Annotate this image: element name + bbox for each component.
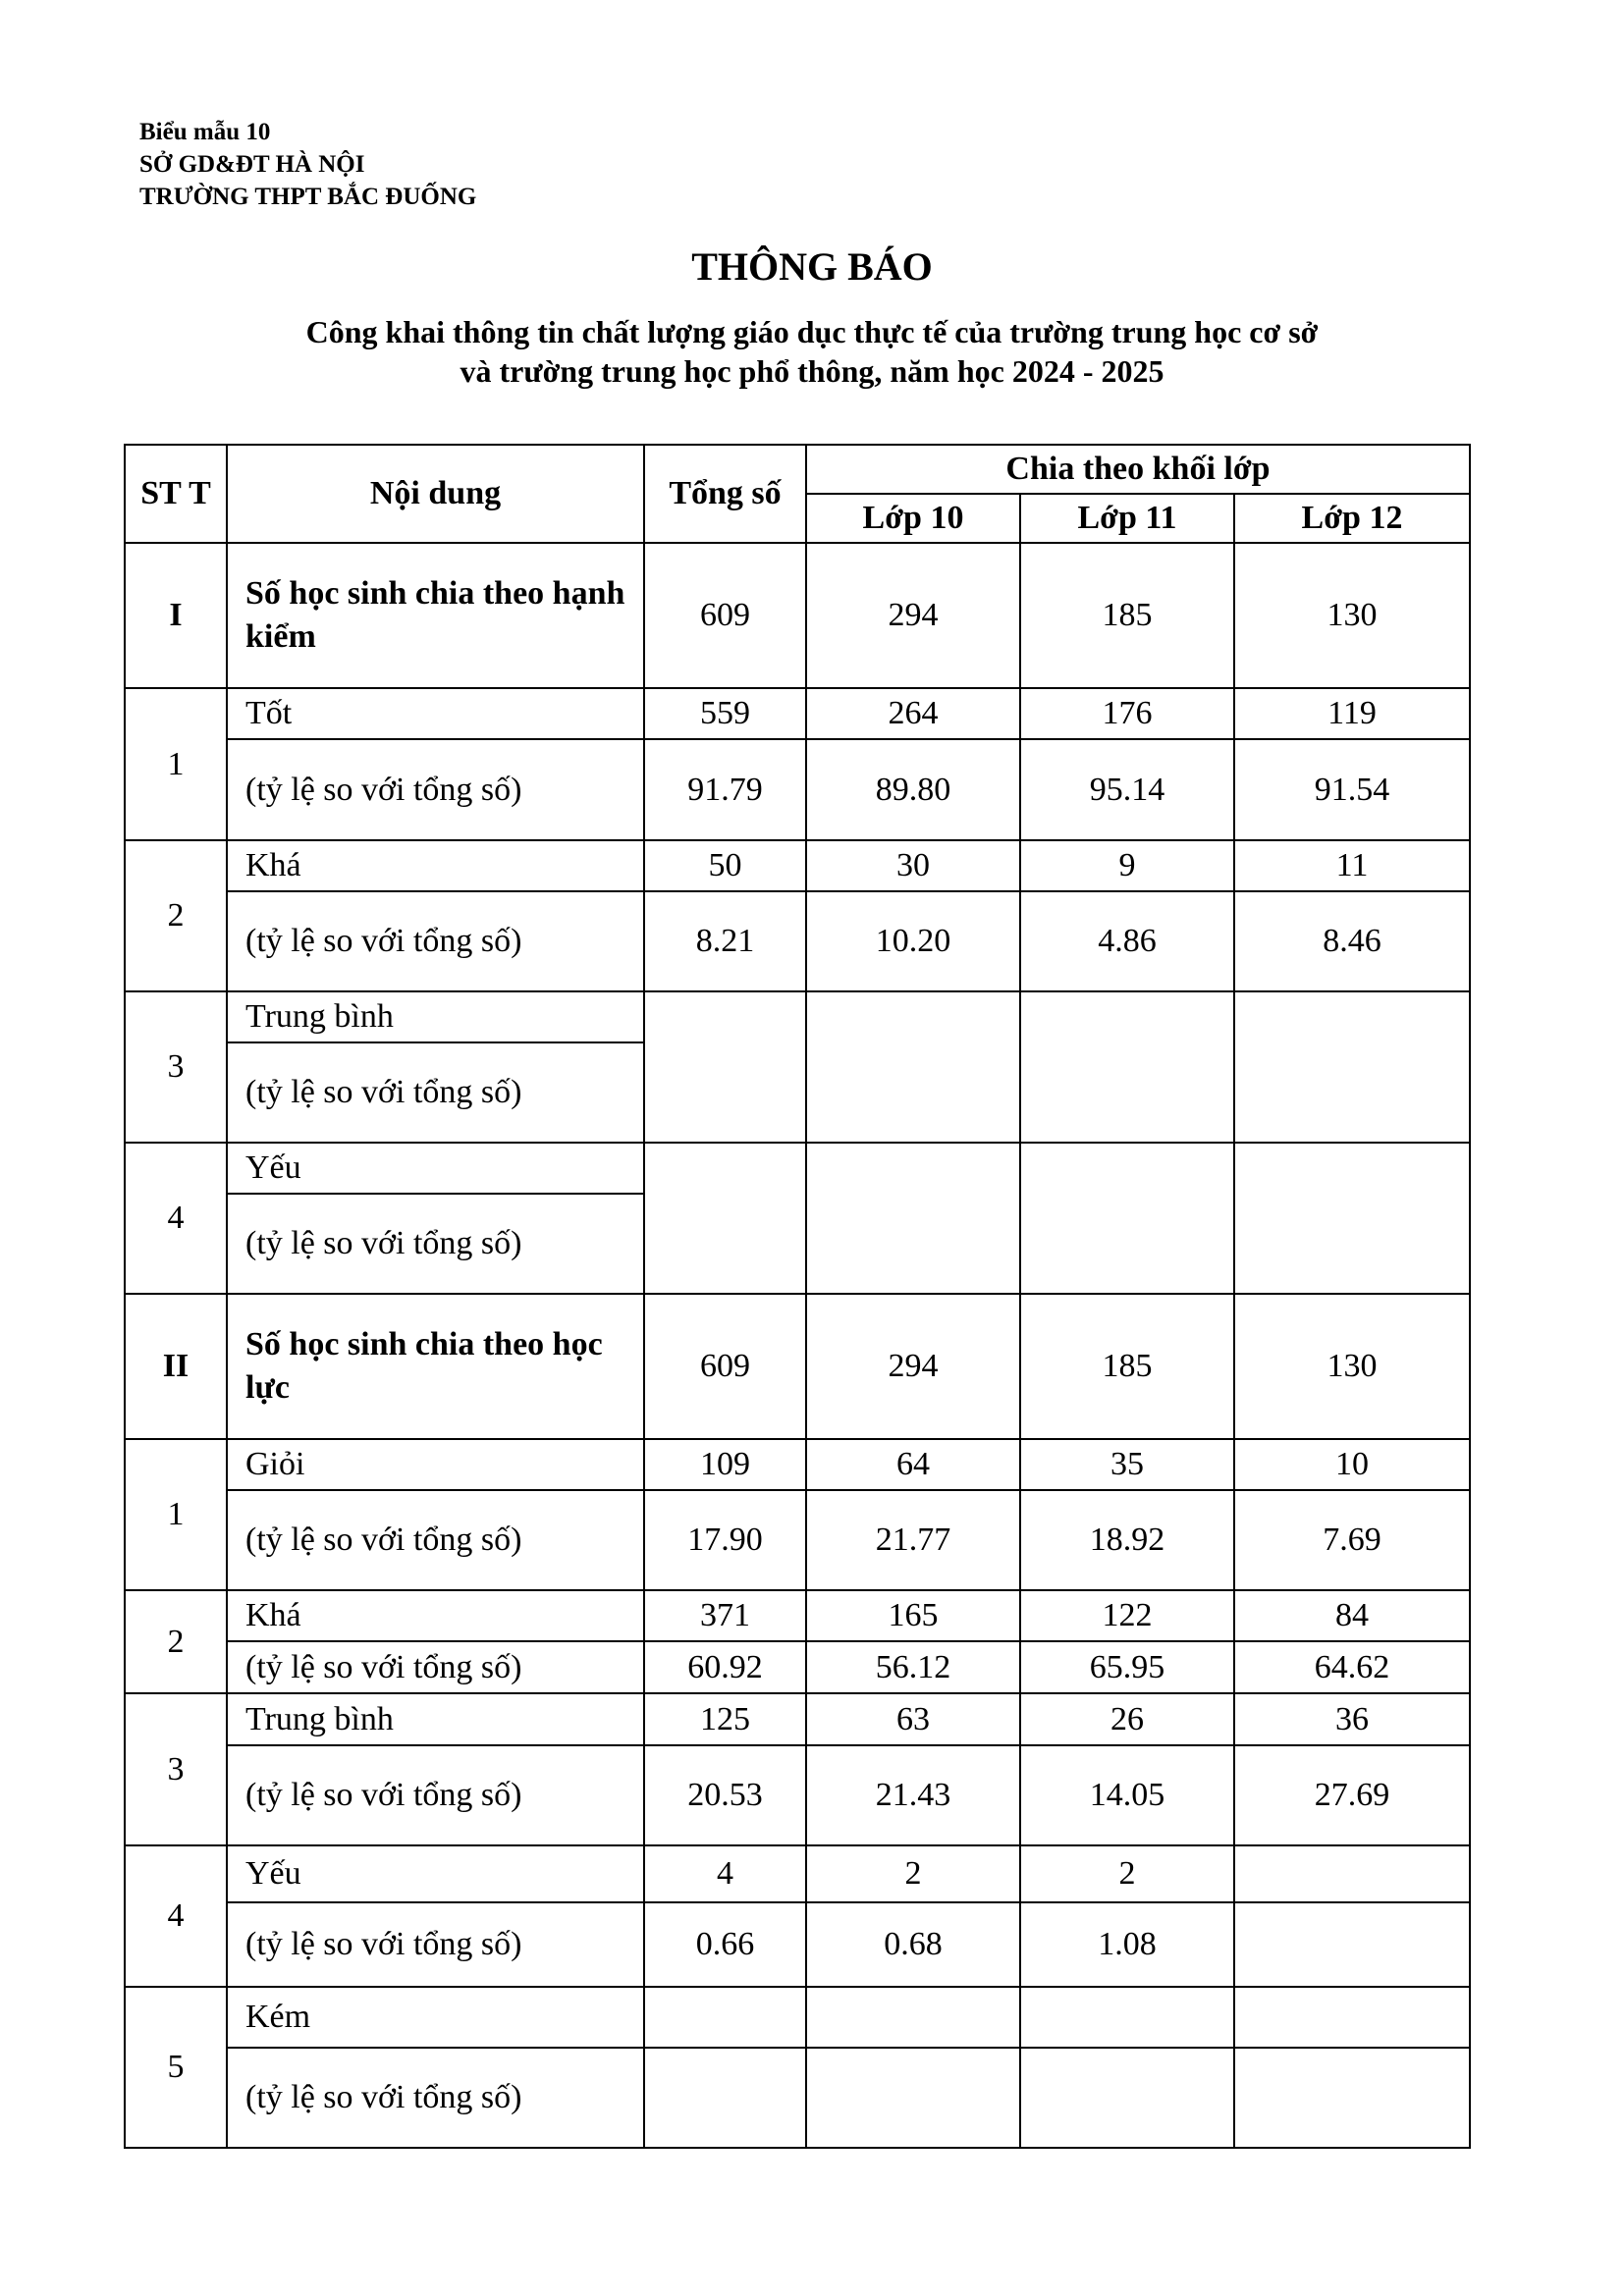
row-label: Khá [227,1590,644,1641]
cell-ratio-grade-11: 95.14 [1020,739,1234,840]
cell-ratio-grade-12: 91.54 [1234,739,1470,840]
school-name: TRƯỜNG THPT BẮC ĐUỐNG [139,184,477,210]
row-stt: 3 [125,991,227,1143]
cell-grade-10: 294 [806,543,1020,688]
table-row [125,1745,1470,1845]
cell-ratio-total: 20.53 [644,1745,806,1845]
row-label: Khá [227,840,644,891]
page-subtitle [0,312,1624,391]
cell-total [644,991,806,1143]
cell-grade-12 [1234,1143,1470,1294]
table-row [125,688,1470,739]
cell-ratio-grade-12 [1234,2048,1470,2148]
row-stt: 2 [125,1590,227,1693]
cell-total: 125 [644,1693,806,1745]
cell-ratio-grade-11: 18.92 [1020,1490,1234,1590]
cell-grade-12: 10 [1234,1439,1470,1490]
cell-grade-12: 36 [1234,1693,1470,1745]
cell-grade-10: 64 [806,1439,1020,1490]
cell-total: 4 [644,1845,806,1902]
cell-grade-12: 84 [1234,1590,1470,1641]
cell-grade-12: 130 [1234,543,1470,688]
ratio-label: (tỷ lệ so với tổng số) [227,2048,644,2148]
row-label: Tốt [227,688,644,739]
table-row [125,1490,1470,1590]
row-stt: 5 [125,1987,227,2148]
cell-total [644,1143,806,1294]
header-stt: ST T [125,445,227,543]
cell-total: 559 [644,688,806,739]
cell-grade-12 [1234,991,1470,1143]
cell-ratio-grade-11: 65.95 [1020,1641,1234,1693]
section-id: II [125,1294,227,1439]
subtitle-line-2: và trường trung học phổ thông, năm học 2024 - 2025 [460,353,1164,389]
header-group: Chia theo khối lớp [806,445,1470,494]
table-row [125,1143,1470,1194]
cell-ratio-grade-10: 10.20 [806,891,1020,991]
cell-grade-10: 294 [806,1294,1020,1439]
row-label: Trung bình [227,1693,644,1745]
table-row [125,1693,1470,1745]
ratio-label: (tỷ lệ so với tổng số) [227,1490,644,1590]
cell-ratio-grade-11 [1020,2048,1234,2148]
cell-grade-10 [806,1143,1020,1294]
cell-grade-10: 63 [806,1693,1020,1745]
cell-total: 609 [644,1294,806,1439]
cell-grade-10: 165 [806,1590,1020,1641]
cell-grade-10: 264 [806,688,1020,739]
cell-ratio-grade-12: 64.62 [1234,1641,1470,1693]
cell-grade-11: 185 [1020,543,1234,688]
cell-ratio-total [644,2048,806,2148]
row-stt: 3 [125,1693,227,1845]
cell-grade-11: 185 [1020,1294,1234,1439]
header-grade-12: Lớp 12 [1234,494,1470,543]
cell-ratio-grade-10: 21.43 [806,1745,1020,1845]
cell-ratio-total: 17.90 [644,1490,806,1590]
cell-ratio-grade-12 [1234,1902,1470,1987]
page-title: THÔNG BÁO [691,244,933,289]
ratio-label: (tỷ lệ so với tổng số) [227,1902,644,1987]
cell-ratio-grade-10: 0.68 [806,1902,1020,1987]
cell-ratio-grade-11: 14.05 [1020,1745,1234,1845]
cell-total: 109 [644,1439,806,1490]
subtitle-line-1: Công khai thông tin chất lượng giáo dục thực tế của trường trung học cơ sở [305,314,1319,349]
cell-ratio-total: 0.66 [644,1902,806,1987]
ratio-label: (tỷ lệ so với tổng số) [227,1745,644,1845]
cell-grade-11: 9 [1020,840,1234,891]
table-row [125,1641,1470,1693]
table-row [125,739,1470,840]
row-label: Trung bình [227,991,644,1042]
row-stt: 1 [125,1439,227,1590]
cell-grade-12: 119 [1234,688,1470,739]
ratio-label: (tỷ lệ so với tổng số) [227,1042,644,1143]
cell-grade-12: 130 [1234,1294,1470,1439]
cell-ratio-grade-12: 27.69 [1234,1745,1470,1845]
cell-ratio-grade-10 [806,2048,1020,2148]
table-row [125,840,1470,891]
cell-ratio-total: 91.79 [644,739,806,840]
cell-ratio-grade-11: 1.08 [1020,1902,1234,1987]
cell-ratio-grade-12: 8.46 [1234,891,1470,991]
cell-total: 609 [644,543,806,688]
cell-ratio-grade-12: 7.69 [1234,1490,1470,1590]
section-id: I [125,543,227,688]
cell-ratio-total: 8.21 [644,891,806,991]
ratio-label: (tỷ lệ so với tổng số) [227,1194,644,1294]
cell-grade-10 [806,1987,1020,2048]
cell-grade-11: 2 [1020,1845,1234,1902]
document-header [139,116,476,213]
cell-grade-11: 176 [1020,688,1234,739]
table-row [125,891,1470,991]
cell-grade-10: 30 [806,840,1020,891]
ratio-label: (tỷ lệ so với tổng số) [227,739,644,840]
header-grade-11: Lớp 11 [1020,494,1234,543]
row-stt: 1 [125,688,227,840]
cell-grade-11: 122 [1020,1590,1234,1641]
department-name: SỞ GD&ĐT HÀ NỘI [139,151,365,178]
ratio-label: (tỷ lệ so với tổng số) [227,891,644,991]
cell-ratio-grade-11: 4.86 [1020,891,1234,991]
cell-grade-11 [1020,991,1234,1143]
cell-grade-10 [806,991,1020,1143]
section-label: Số học sinh chia theo học lực [227,1294,644,1439]
cell-grade-12 [1234,1845,1470,1902]
table-row [125,991,1470,1042]
header-total: Tổng số [644,445,806,543]
cell-grade-10: 2 [806,1845,1020,1902]
cell-grade-11 [1020,1987,1234,2048]
cell-ratio-grade-10: 89.80 [806,739,1020,840]
table-row [125,2048,1470,2148]
row-label: Yếu [227,1845,644,1902]
form-label: Biểu mẫu 10 [139,119,271,145]
header-grade-10: Lớp 10 [806,494,1020,543]
row-label: Kém [227,1987,644,2048]
quality-table [124,444,1471,2149]
row-label: Giỏi [227,1439,644,1490]
row-label: Yếu [227,1143,644,1194]
table-row [125,1590,1470,1641]
row-stt: 4 [125,1143,227,1294]
table-row [125,1294,1470,1439]
cell-total: 371 [644,1590,806,1641]
cell-grade-11: 35 [1020,1439,1234,1490]
row-stt: 4 [125,1845,227,1987]
section-label: Số học sinh chia theo hạnh kiểm [227,543,644,688]
cell-grade-12 [1234,1987,1470,2048]
cell-grade-11: 26 [1020,1693,1234,1745]
cell-ratio-grade-10: 56.12 [806,1641,1020,1693]
table-row [125,1902,1470,1987]
cell-total [644,1987,806,2048]
cell-grade-11 [1020,1143,1234,1294]
table-row [125,1987,1470,2048]
row-stt: 2 [125,840,227,991]
table-row [125,1845,1470,1902]
header-content: Nội dung [227,445,644,543]
table-row [125,543,1470,688]
cell-total: 50 [644,840,806,891]
ratio-label: (tỷ lệ so với tổng số) [227,1641,644,1693]
cell-grade-12: 11 [1234,840,1470,891]
table-row [125,1439,1470,1490]
cell-ratio-total: 60.92 [644,1641,806,1693]
cell-ratio-grade-10: 21.77 [806,1490,1020,1590]
